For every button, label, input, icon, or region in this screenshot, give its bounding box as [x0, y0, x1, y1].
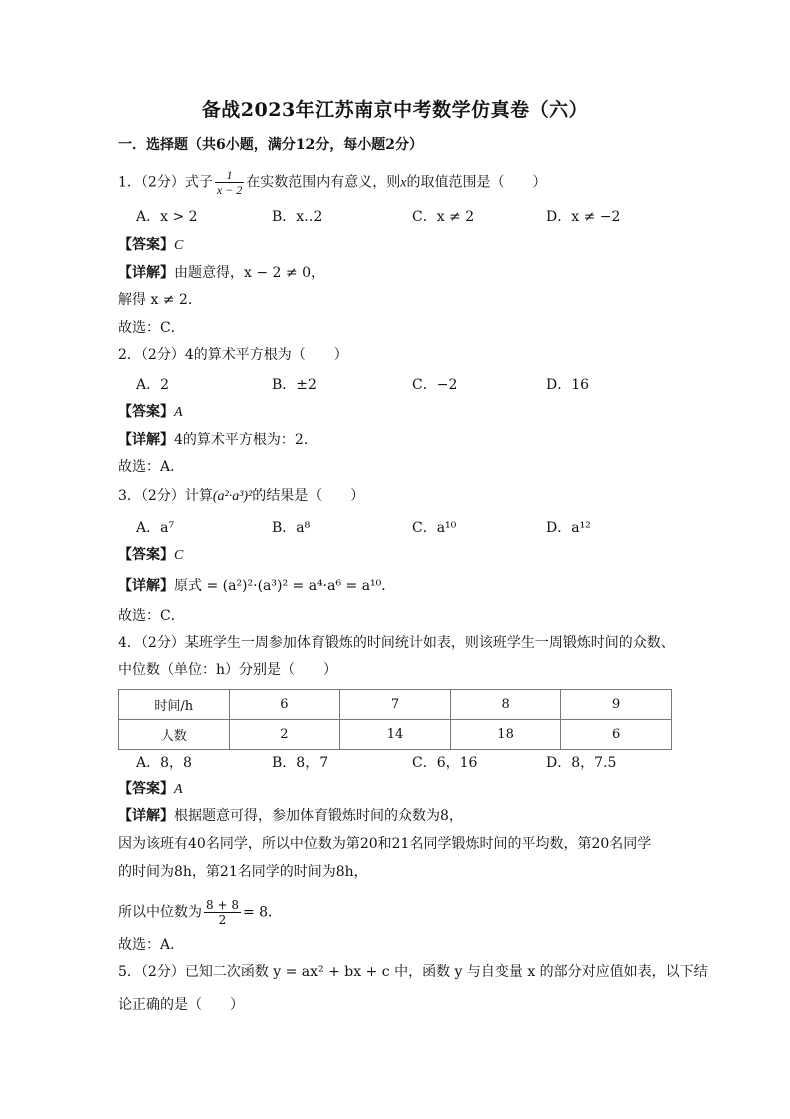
- q3-answer-label: 【答案】: [118, 547, 174, 563]
- q4-explanation-4: [118, 898, 282, 927]
- question-5-stem-2: 论正确的是（ ）: [118, 997, 244, 1013]
- table-cell: 8: [450, 690, 561, 720]
- q3-option-a: A．a⁷: [136, 520, 175, 536]
- q3-option-c: C．a¹⁰: [412, 520, 457, 536]
- table-cell: 7: [340, 690, 451, 720]
- q1-explain-text: 由题意得，x − 2 ≠ 0，: [174, 265, 325, 281]
- q4-option-c: C．6，16: [412, 755, 478, 771]
- q1-var: x: [400, 175, 407, 191]
- q2-choose: 故选：A．: [118, 459, 185, 475]
- q4-option-a: A．8，8: [136, 755, 192, 771]
- q1-answer: [118, 235, 183, 256]
- q2-answer-label: 【答案】: [118, 404, 174, 420]
- question-3-stem: [118, 486, 364, 507]
- q4-answer-label: 【答案】: [118, 781, 174, 797]
- q1-suffix: 在实数范围内有意义，则: [246, 174, 401, 191]
- q1-option-d: D．x ≠ −2: [546, 209, 621, 225]
- q2-explain-label: 【详解】: [118, 432, 174, 448]
- q1-explanation: [118, 263, 325, 283]
- table-cell: 6: [229, 690, 340, 720]
- q4-choose: 故选：A．: [118, 937, 185, 953]
- q1-fraction: [215, 168, 244, 197]
- q1-answer-value: C: [174, 238, 184, 253]
- q1-option-c: C．x ≠ 2: [412, 209, 475, 225]
- q1-prefix: 1．（2分）式子: [118, 174, 213, 191]
- table-cell: 14: [340, 720, 451, 750]
- q4-option-d: D．8，7.5: [546, 755, 617, 771]
- table-cell: 人数: [119, 720, 230, 750]
- table-cell: 2: [229, 720, 340, 750]
- section-heading: 一．选择题（共6小题，满分12分，每小题2分）: [118, 137, 423, 153]
- q4-explanation-3: 的时间为8h，第21名同学的时间为8h，: [118, 864, 368, 880]
- question-1-stem: [118, 168, 546, 197]
- q2-option-a: A．2: [136, 377, 170, 393]
- q3-answer-value: C: [174, 548, 184, 563]
- question-4-stem: 4．（2分）某班学生一周参加体育锻炼的时间统计如表，则该班学生一周锻炼时间的众数、: [118, 635, 675, 651]
- q4-option-b: B．8，7: [272, 755, 329, 771]
- q4-answer-value: A: [174, 782, 183, 797]
- table-row: [119, 690, 672, 720]
- q2-explain-text: 4的算术平方根为：2．: [174, 432, 318, 448]
- q2-explanation: [118, 430, 318, 450]
- table-row: [119, 720, 672, 750]
- table-cell: 6: [561, 720, 672, 750]
- q1-fraction-numerator: 1: [215, 168, 244, 183]
- q4-fraction-denominator: 2: [218, 913, 227, 927]
- q3-answer: [118, 545, 183, 566]
- table-cell: 时间/h: [119, 690, 230, 720]
- q3-explain-label: 【详解】: [118, 578, 174, 594]
- q4-fraction-numerator: 8 + 8: [206, 898, 239, 912]
- q2-option-b: B．±2: [272, 377, 317, 393]
- q2-answer-value: A: [174, 405, 183, 420]
- table-cell: 9: [561, 690, 672, 720]
- q4-fraction: [204, 898, 241, 927]
- q1-answer-label: 【答案】: [118, 237, 174, 253]
- data-table: [118, 689, 672, 750]
- q3-option-b: B．a⁸: [272, 520, 311, 536]
- q2-answer: [118, 402, 183, 423]
- q2-option-d: D．16: [546, 377, 590, 393]
- q1-choose: 故选：C．: [118, 320, 185, 336]
- q3-stem-expr: (a²·a³)²: [212, 489, 253, 504]
- q2-option-c: C．−2: [412, 377, 458, 393]
- question-2-stem: 2．（2分）4的算术平方根为（ ）: [118, 347, 348, 363]
- question-5-stem: 5．（2分）已知二次函数 y = ax² + bx + c 中，函数 y 与自变量 x 的部分对应值如表，以下结: [118, 964, 708, 980]
- q4-explanation-2: 因为该班有40名同学，所以中位数为第20和21名同学锻炼时间的平均数，第20名同学: [118, 836, 652, 852]
- q4-explain4-post: = 8．: [242, 904, 283, 921]
- q1-explain-label: 【详解】: [118, 265, 174, 281]
- table-cell: 18: [450, 720, 561, 750]
- q4-explain4-pre: 所以中位数为: [118, 904, 202, 921]
- q4-explanation: [118, 806, 463, 826]
- q4-answer: [118, 779, 183, 800]
- q4-explain-label: 【详解】: [118, 808, 174, 824]
- q1-suffix2: 的取值范围是（ ）: [406, 174, 547, 191]
- q1-option-a: A．x > 2: [136, 209, 198, 225]
- q1-fraction-denominator: x − 2: [216, 183, 243, 197]
- q3-stem-pre: 3．（2分）计算: [118, 488, 213, 504]
- q3-choose: 故选：C．: [118, 608, 185, 624]
- q3-option-d: D．a¹²: [546, 520, 591, 536]
- q1-option-b: B．x‥2: [272, 209, 323, 225]
- q4-explain-text: 根据题意可得，参加体育锻炼时间的众数为8，: [174, 808, 463, 824]
- question-4-stem-2: 中位数（单位：h）分别是（ ）: [118, 662, 338, 678]
- q1-explanation-2: 解得 x ≠ 2．: [118, 292, 202, 308]
- q3-explain-text: 原式 = (a²)²·(a³)² = a⁴·a⁶ = a¹⁰．: [174, 578, 396, 594]
- q3-stem-post: 的结果是（ ）: [252, 488, 365, 504]
- page-title: 备战2023年江苏南京中考数学仿真卷（六）: [201, 99, 589, 121]
- q3-explanation: [118, 576, 395, 596]
